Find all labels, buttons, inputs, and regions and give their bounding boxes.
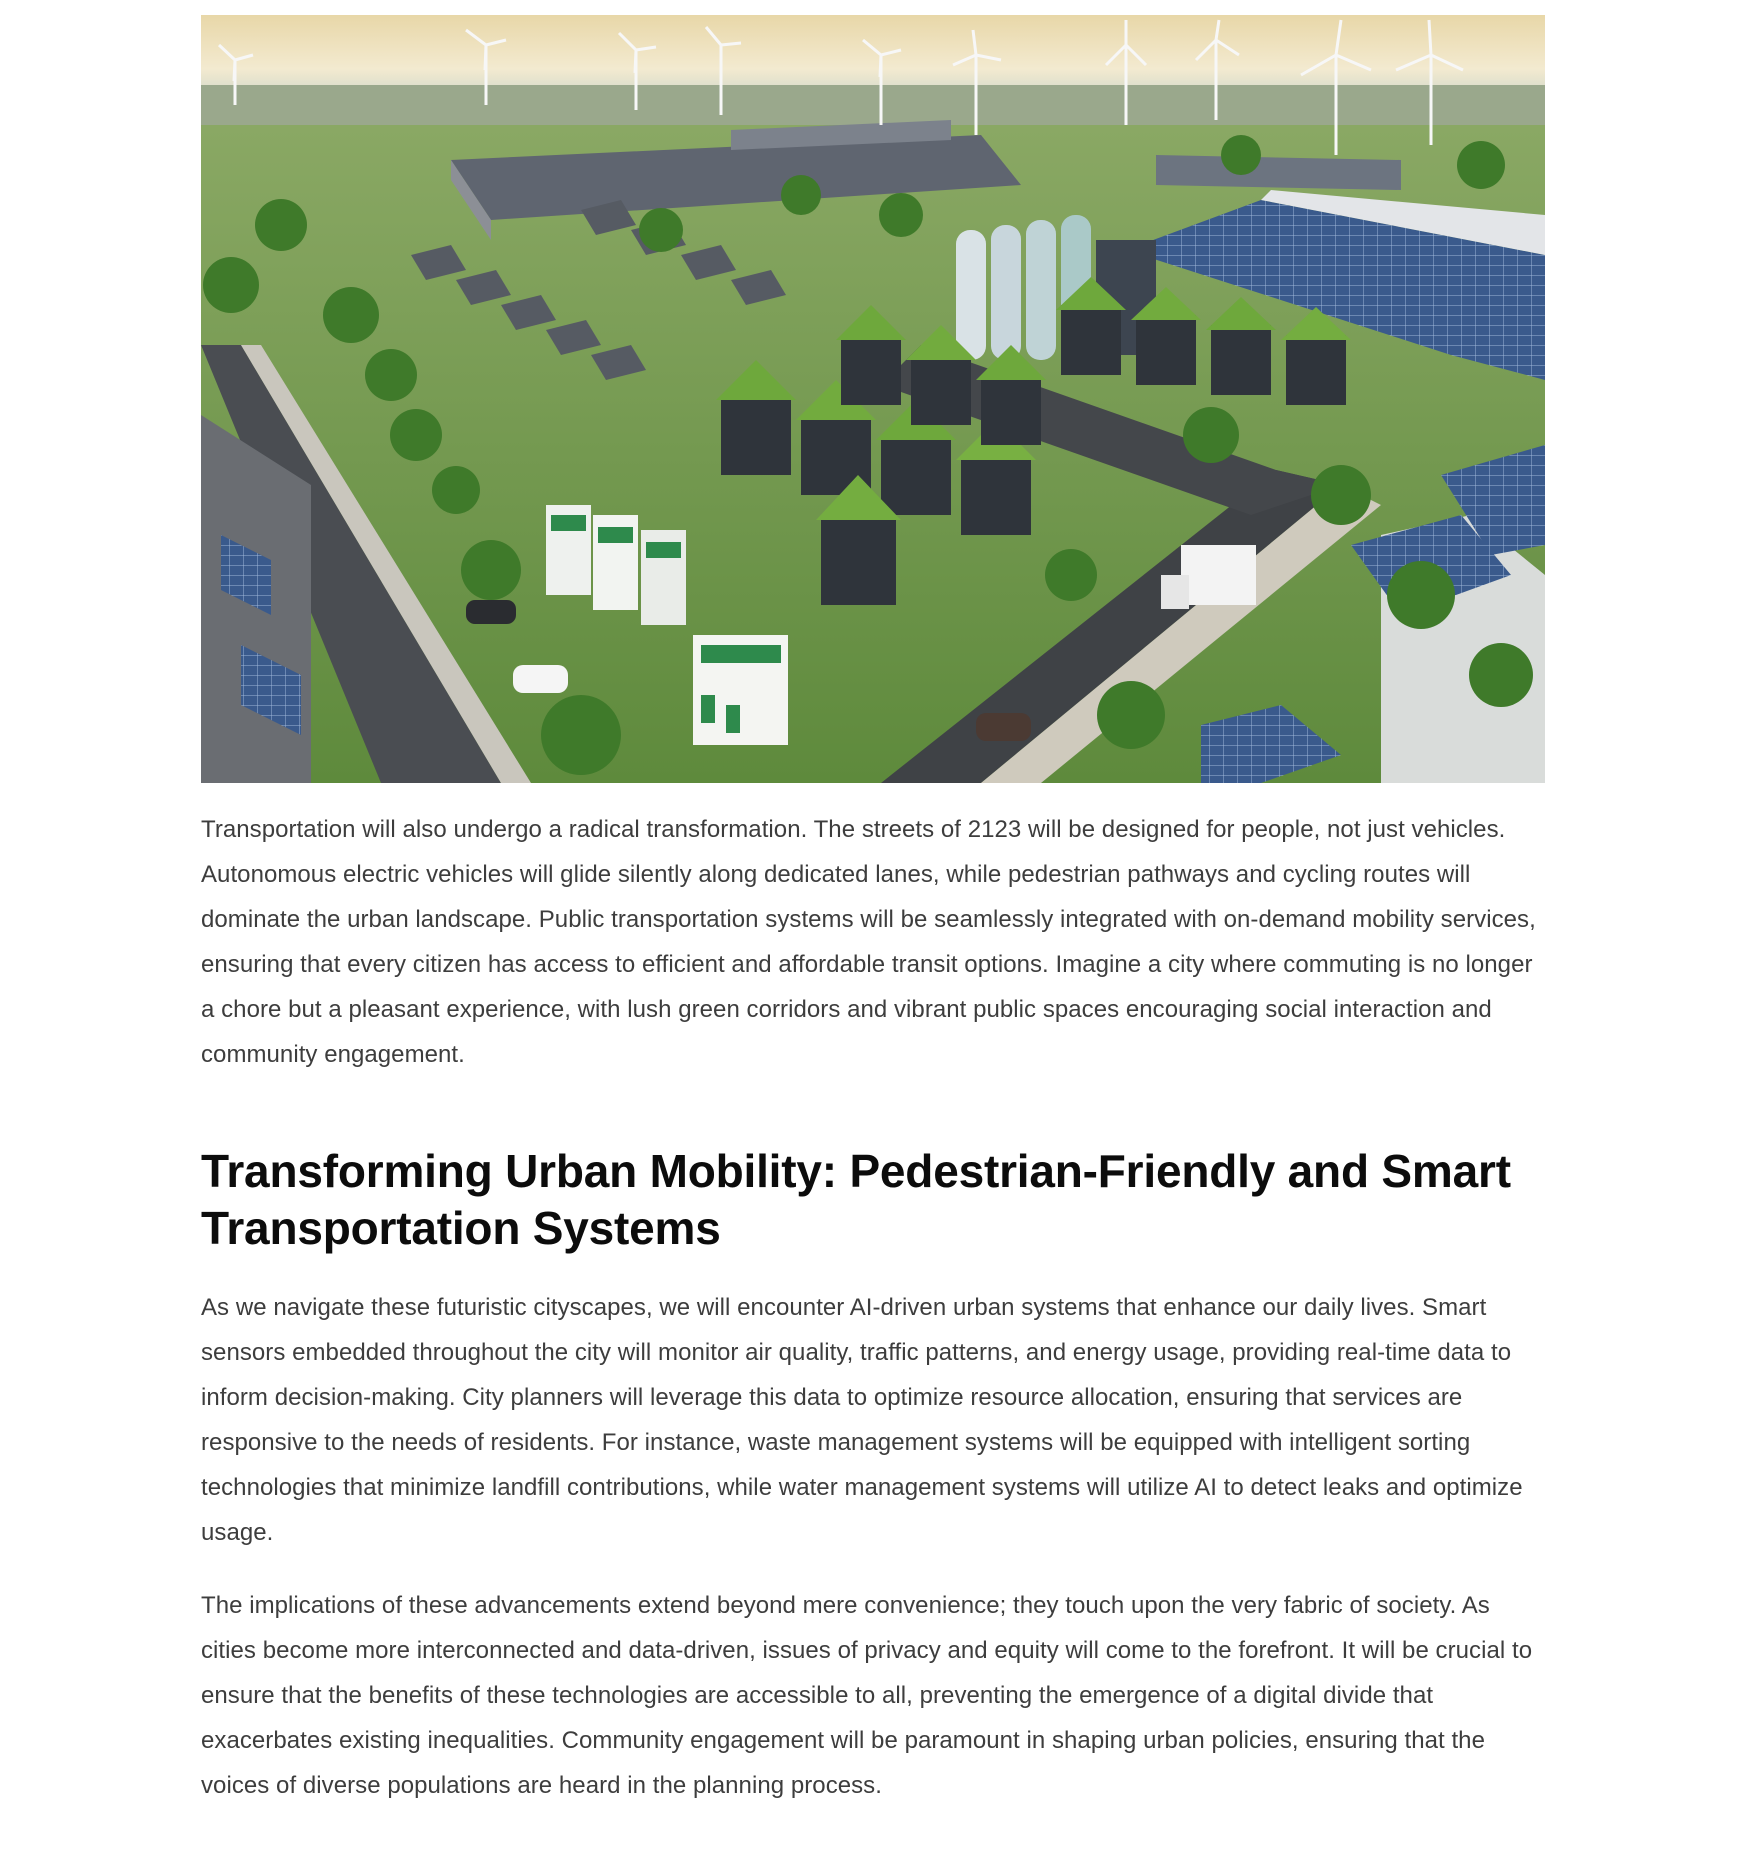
body-paragraph: Transportation will also undergo a radical transformation. The streets of 2123 will be designed for people, not just vehicles. Autonomous electric vehicles will glide silently along dedicated lanes, while pedestrian pathways and cycling routes will dominate the urban landscape. Public transportation systems will be seamlessly integrated with on-demand mobility services, ensuring that every citizen has access to efficient and affordable transit options. Imagine a city where commuting is no longer a chore but a pleasant experience, with lush green corridors and vibrant public spaces encouraging social interaction and community engagement. <box>201 816 1536 1068</box>
hero-illustration <box>201 15 1545 783</box>
body-paragraph: As we navigate these futuristic cityscapes, we will encounter AI-driven urban systems that enhance our daily lives. Smart sensors embedded throughout the city will monitor air quality, traffic patterns, and energy usage, providing real-time data to inform decision-making. City planners will leverage this data to optimize resource allocation, ensuring that services are responsive to the needs of residents. For instance, waste management systems will be equipped with intelligent sorting technologies that minimize landfill contributions, while water management systems will utilize AI to detect leaks and optimize usage. <box>201 1294 1523 1546</box>
body-paragraph: The implications of these advancements extend beyond mere convenience; they touch upon the very fabric of society. As cities become more interconnected and data-driven, issues of privacy and equity will come to the forefront. It will be crucial to ensure that the benefits of these technologies are accessible to all, preventing the emergence of a digital divide that exacerbates existing inequalities. Community engagement will be paramount in shaping urban policies, ensuring that the voices of diverse populations are heard in the planning process. <box>201 1592 1533 1799</box>
section-heading: Transforming Urban Mobility: Pedestrian-Friendly and Smart Transportation Systems <box>201 1145 1511 1254</box>
hero-image <box>201 15 1545 783</box>
article <box>201 0 1545 1808</box>
